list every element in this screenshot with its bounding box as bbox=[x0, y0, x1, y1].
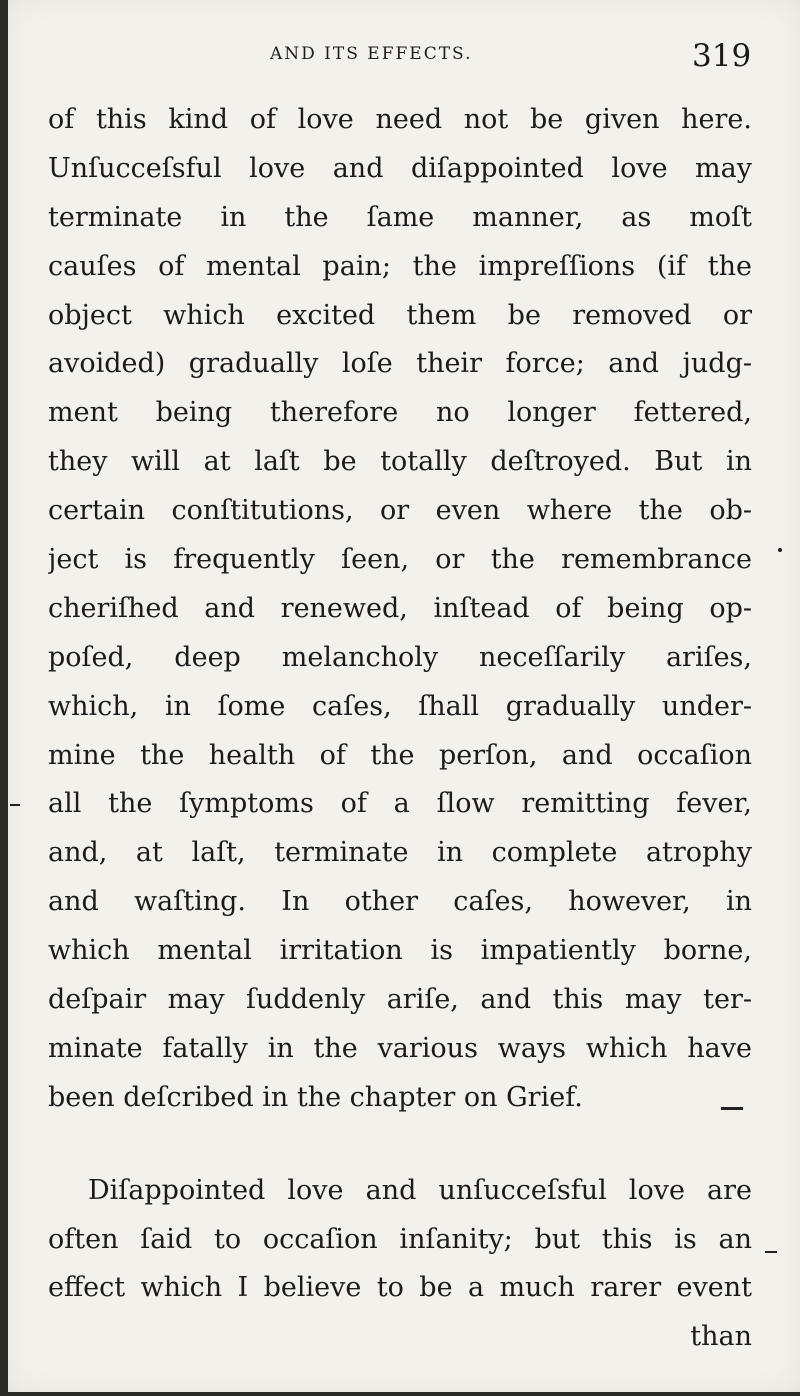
text-line: cauſes of mental pain; the impreſſions (if the bbox=[48, 250, 752, 282]
text-line: Unſucceſsful love and diſappointed love may bbox=[48, 152, 752, 184]
text-line: ment being therefore no longer fettered, bbox=[48, 397, 752, 429]
end-dash-mark bbox=[721, 1107, 743, 1110]
text-line: deſpair may ſuddenly ariſe, and this may ter- bbox=[48, 984, 752, 1016]
text-line: minate fatally in the various ways which have bbox=[48, 1032, 752, 1064]
text-line: avoided) gradually loſe their force; and judg- bbox=[48, 348, 752, 380]
text-line: all the ſymptoms of a ſlow remitting fever, bbox=[48, 788, 752, 820]
text-line: which, in ſome caſes, ſhall gradually under- bbox=[48, 690, 752, 722]
paragraph-1 bbox=[48, 96, 752, 1123]
text-line: object which excited them be removed or bbox=[48, 299, 752, 331]
text-line: which mental irritation is impatiently borne, bbox=[48, 935, 752, 967]
catchword: than bbox=[690, 1321, 752, 1353]
text-line: mine the health of the perſon, and occaſion bbox=[48, 739, 752, 771]
page-number: 319 bbox=[692, 38, 752, 74]
running-title: AND ITS EFFECTS. bbox=[270, 44, 473, 64]
text-line: terminate in the ſame manner, as moſt bbox=[48, 201, 752, 233]
text-line: poſed, deep melancholy neceſſarily ariſes, bbox=[48, 641, 752, 673]
running-head bbox=[8, 38, 800, 78]
text-line: and waſting. In other caſes, however, in bbox=[48, 886, 752, 918]
text-line: certain conſtitutions, or even where the ob- bbox=[48, 495, 752, 527]
paragraph-2 bbox=[48, 1167, 752, 1314]
text-line: Diſappointed love and unſucceſsful love are bbox=[88, 1174, 752, 1206]
text-line: been deſcribed in the chapter on Grief. bbox=[48, 1081, 583, 1113]
text-line: they will at laſt be totally deſtroyed. But in bbox=[48, 446, 752, 478]
margin-dash-mark bbox=[10, 804, 20, 806]
margin-dot-mark bbox=[778, 548, 782, 552]
book-page bbox=[8, 0, 800, 1392]
body-text bbox=[48, 96, 752, 1362]
text-line: of this kind of love need not be given here. bbox=[48, 104, 752, 135]
margin-dash-mark bbox=[765, 1251, 777, 1253]
paragraph-gap bbox=[48, 1123, 752, 1167]
text-line: cheriſhed and renewed, inſtead of being op- bbox=[48, 592, 752, 624]
text-line: often ſaid to occaſion inſanity; but this is an bbox=[48, 1223, 752, 1255]
text-line: and, at laſt, terminate in complete atrophy bbox=[48, 837, 752, 869]
text-line: effect which I believe to be a much rarer event bbox=[48, 1272, 752, 1304]
text-line: ject is frequently ſeen, or the remembrance bbox=[48, 544, 752, 576]
